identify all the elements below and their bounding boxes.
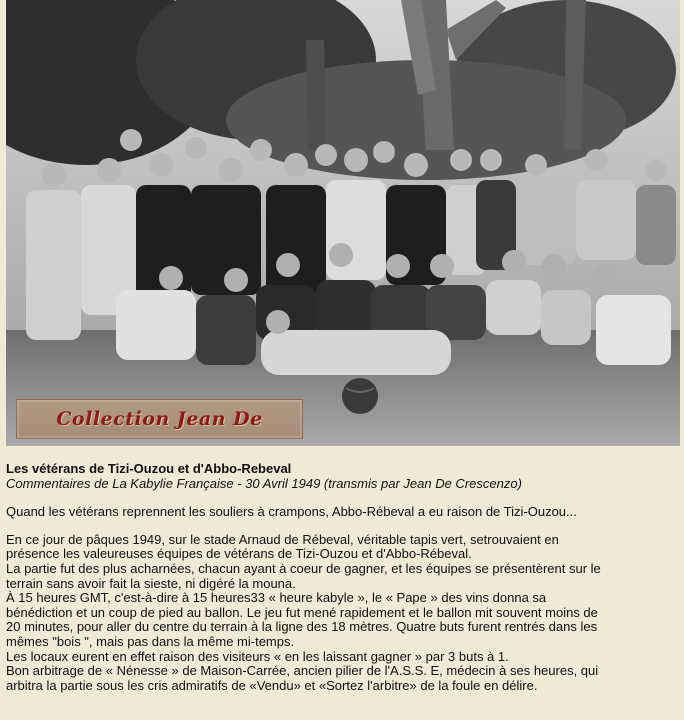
article-line: mêmes "bois ", mais pas dans la même mi-temps. bbox=[6, 633, 295, 649]
team-photo bbox=[6, 0, 680, 446]
article-line: La partie fut des plus acharnées, chacun ayant à coeur de gagner, et les équipes se présentèrent sur le bbox=[6, 560, 601, 576]
team-photo-icon bbox=[6, 0, 680, 446]
article-line: terrain sans avoir fait la sieste, ni digéré la mouna. bbox=[6, 575, 296, 591]
article-subtitle: Commentaires de La Kabylie Française - 30 Avril 1949 (transmis par Jean De Crescenzo) bbox=[6, 475, 522, 491]
article-line: Les locaux eurent en effet raison des visiteurs « en les laissant gagner » par 3 buts à 1. bbox=[6, 648, 509, 664]
article-line: Bon arbitrage de « Nénesse » de Maison-Carrée, ancien pilier de l'A.S.S. E, médecin à ses heures, qui bbox=[6, 663, 599, 679]
article-intro: Quand les vétérans reprennent les souliers à crampons, Abbo-Rébeval a eu raison de Tizi-Ouzou... bbox=[6, 504, 577, 520]
article-line: À 15 heures GMT, c'est-à-dire à 15 heures33 « heure kabyle », le « Pape » des vins donna sa bbox=[6, 590, 547, 606]
article bbox=[6, 462, 680, 693]
article-line: 20 minutes, pour aller du centre du terrain à la ligne des 18 mètres. Quatre buts furent rentrés dans les bbox=[6, 619, 598, 635]
watermark-text: Collection Jean De bbox=[56, 408, 263, 430]
article-line: En ce jour de pâques 1949, sur le stade Arnaud de Rébeval, véritable tapis vert, setrouvaient en bbox=[6, 531, 559, 547]
article-line: bénédiction et un coup de pied au ballon. Le jeu fut mené rapidement et le ballon mit souvent moins de bbox=[6, 604, 598, 620]
article-title: Les vétérans de Tizi-Ouzou et d'Abbo-Rebeval bbox=[6, 461, 292, 476]
collection-watermark bbox=[16, 399, 303, 439]
article-line: arbitra la partie sous les cris admiratifs de «Vendu» et «Sortez l'arbitre» de la foule en délire. bbox=[6, 677, 538, 693]
article-line: présence les valeureuses équipes de vétérans de Tizi-Ouzou et d'Abbo-Rébeval. bbox=[6, 546, 472, 562]
